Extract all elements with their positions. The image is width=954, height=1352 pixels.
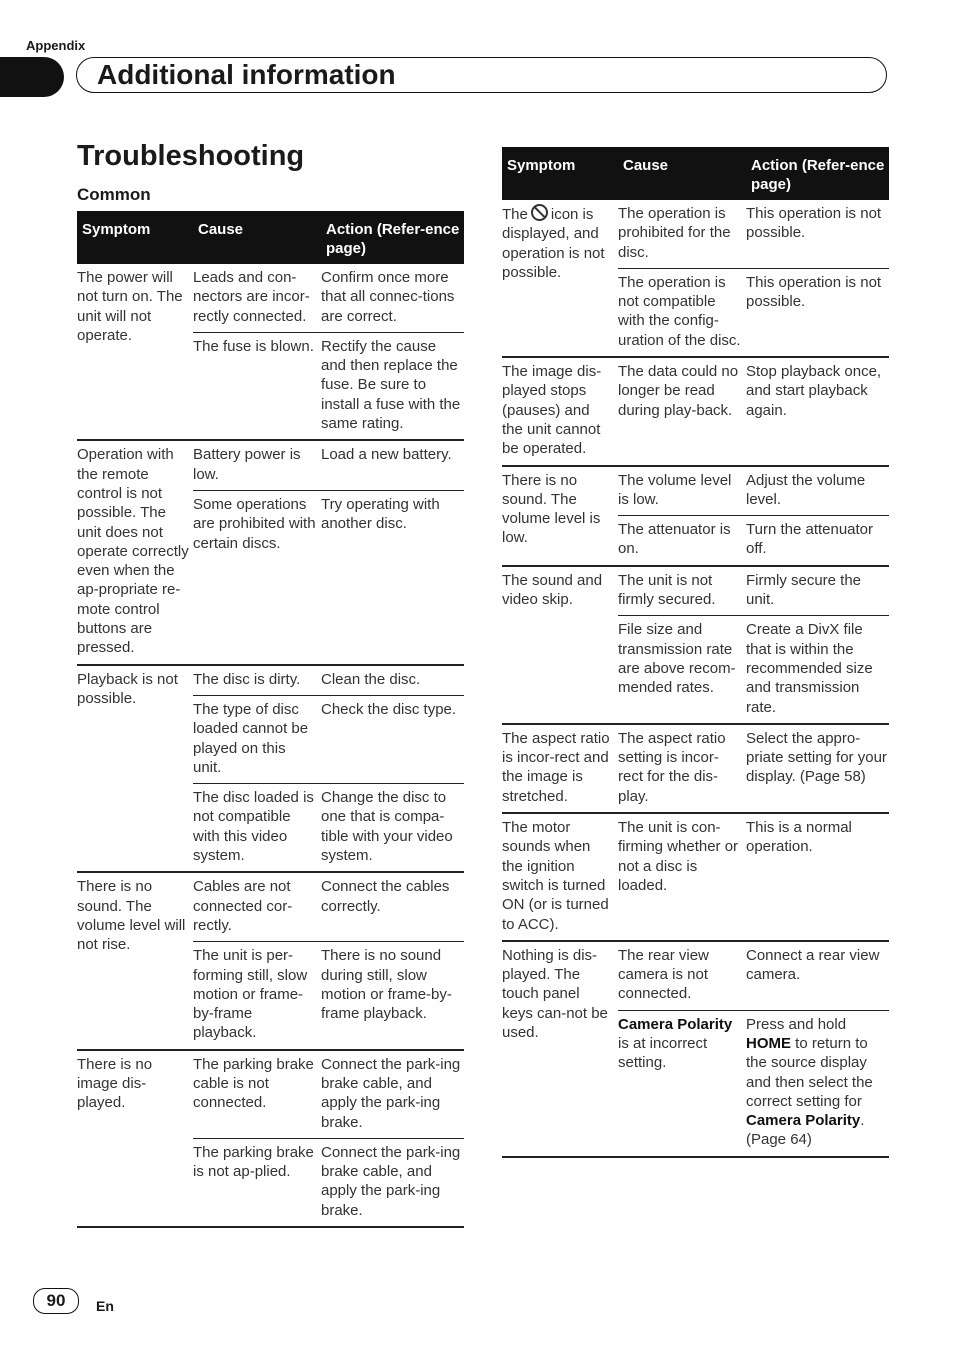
cause-cell xyxy=(618,1015,746,1150)
symptom-cell: The image dis-played stops (pauses) and the unit cannot be operated. xyxy=(502,363,602,458)
cause-cell: The fuse is blown. xyxy=(193,337,314,355)
symptom-cell: The sound and video skip. xyxy=(502,571,603,609)
cause-row xyxy=(193,491,464,559)
cause-text: is at incorrect setting. xyxy=(618,1034,708,1072)
section-heading: Common xyxy=(77,185,151,204)
page-reference: (Page 64) xyxy=(746,1131,812,1149)
symptom-cell: There is no image dis-played. xyxy=(77,1055,153,1112)
cause-cell: The volume level is low. xyxy=(618,471,732,508)
table-header xyxy=(502,147,889,200)
cause-cell: The disc is dirty. xyxy=(193,670,301,688)
table-header xyxy=(77,211,464,264)
cause-row xyxy=(618,814,889,901)
cause-row xyxy=(618,467,889,517)
cause-row xyxy=(618,358,889,426)
cause-row xyxy=(618,1011,889,1156)
action-cell: This is a normal operation. xyxy=(746,819,852,856)
cause-cell: Cables are not connected cor-rectly. xyxy=(193,878,293,934)
table-row xyxy=(502,567,889,725)
setting-name: Camera Polarity xyxy=(618,1015,733,1033)
header-cause: Cause xyxy=(623,157,669,174)
appendix-label: Appendix xyxy=(26,38,86,53)
cause-row xyxy=(193,942,464,1048)
action-cell: Firmly secure the unit. xyxy=(746,571,862,609)
action-cell: Check the disc type. xyxy=(321,700,457,718)
action-cell: This operation is not possible. xyxy=(746,205,882,242)
cause-cell: Leads and con-nectors are incor-rectly connected. xyxy=(193,269,310,325)
symptom-cell xyxy=(502,200,618,356)
cause-cell: The operation is not compatible with the config-uration of the disc. xyxy=(618,273,741,349)
action-cell: Connect the park-ing brake cable, and apply the park-ing brake. xyxy=(321,1143,461,1219)
key-name: HOME xyxy=(746,1034,791,1052)
table-row xyxy=(502,200,889,358)
prohibited-icon xyxy=(531,204,548,221)
symptom-cell: The power will not turn on. The unit will not operate. xyxy=(77,269,183,344)
header-cause: Cause xyxy=(198,221,244,238)
action-cell: Stop playback once, and start playback again. xyxy=(746,363,882,419)
action-cell xyxy=(746,1015,889,1150)
banner-title: Additional information xyxy=(97,59,396,90)
table-row xyxy=(77,873,464,1050)
action-text: Press and hold xyxy=(746,1015,847,1033)
cause-cell: The disc loaded is not compatible with this video system. xyxy=(193,789,314,865)
section-banner xyxy=(76,57,887,93)
action-cell: There is no sound during still, slow motion or frame-by-frame playback. xyxy=(321,947,452,1023)
cause-row xyxy=(193,873,464,942)
page-title: Troubleshooting xyxy=(77,140,305,172)
action-text: . xyxy=(860,1112,865,1130)
cause-row xyxy=(618,616,889,722)
cause-cell: The data could no longer be read during play-back. xyxy=(618,363,739,419)
table-row xyxy=(502,358,889,466)
action-cell: Select the appro-priate setting for your display. (Page 58) xyxy=(746,729,887,786)
action-cell: Adjust the volume level. xyxy=(746,471,866,508)
table-row xyxy=(502,467,889,567)
cause-cell: Some operations are prohibited with certain discs. xyxy=(193,495,316,552)
cause-cell: The rear view camera is not connected. xyxy=(618,946,709,1003)
symptom-text: The xyxy=(502,206,528,223)
cause-row xyxy=(193,264,464,333)
section-tab-marker xyxy=(0,57,64,97)
action-cell: Connect the cables correctly. xyxy=(321,878,450,915)
table-row xyxy=(77,1051,464,1228)
page-number: 90 xyxy=(33,1288,79,1314)
cause-cell: Battery power is low. xyxy=(193,446,301,483)
cause-row xyxy=(193,1139,464,1226)
cause-cell: The parking brake cable is not connected. xyxy=(193,1055,314,1112)
cause-row xyxy=(193,696,464,784)
action-text: to return to the source display and then select the correct setting for xyxy=(746,1034,873,1110)
table-row xyxy=(502,814,889,942)
cause-cell: File size and transmission rate are above recom-mended rates. xyxy=(618,621,736,697)
cause-cell: The operation is prohibited for the disc. xyxy=(618,205,731,261)
setting-name: Camera Polarity xyxy=(746,1112,861,1130)
symptom-cell: There is no sound. The volume level will not rise. xyxy=(77,878,186,954)
cause-row xyxy=(193,333,464,439)
action-cell: Rectify the cause and then replace the fuse. Be sure to install a fuse with the same rating. xyxy=(321,337,461,433)
cause-cell: The unit is not firmly secured. xyxy=(618,571,716,609)
troubleshooting-table-left xyxy=(77,211,464,1228)
symptom-cell: Operation with the remote control is not possible. The unit does not operate correctly even when the ap-propriate re-mote control buttons are pressed. xyxy=(77,446,189,657)
cause-row xyxy=(193,666,464,696)
header-symptom: Symptom xyxy=(507,157,576,174)
symptom-cell: The aspect ratio is incor-rect and the image is stretched. xyxy=(502,729,610,805)
action-cell: Connect a rear view camera. xyxy=(746,946,880,984)
table-row xyxy=(502,942,889,1158)
cause-cell: The type of disc loaded cannot be played on this unit. xyxy=(193,700,309,776)
action-cell: Connect the park-ing brake cable, and apply the park-ing brake. xyxy=(321,1055,461,1131)
cause-cell: The parking brake is not ap-plied. xyxy=(193,1143,314,1181)
header-symptom: Symptom xyxy=(82,221,151,238)
cause-cell: The attenuator is on. xyxy=(618,521,731,558)
table-row xyxy=(77,264,464,441)
cause-cell: The unit is per-forming still, slow motion or frame-by-frame playback. xyxy=(193,947,308,1042)
symptom-text: icon is displayed, and operation is not possible. xyxy=(502,206,605,281)
table-row xyxy=(77,666,464,874)
action-cell: Load a new battery. xyxy=(321,446,452,464)
cause-row xyxy=(618,516,889,565)
action-cell: Confirm once more that all connec-tions are correct. xyxy=(321,269,455,325)
header-action: Action (Refer-ence page) xyxy=(326,221,460,257)
action-cell: Try operating with another disc. xyxy=(321,495,440,533)
action-cell: Change the disc to one that is compa-tible with your video system. xyxy=(321,789,453,865)
cause-row xyxy=(618,269,889,356)
table-row xyxy=(502,725,889,814)
header-action: Action (Refer-ence page) xyxy=(751,157,885,193)
cause-row xyxy=(618,567,889,617)
cause-row xyxy=(618,942,889,1011)
cause-row xyxy=(193,441,464,491)
cause-cell: The aspect ratio setting is incor-rect for the dis-play. xyxy=(618,729,726,805)
cause-row xyxy=(618,200,889,269)
table-row xyxy=(77,441,464,665)
cause-cell: The unit is con-firming whether or not a disc is loaded. xyxy=(618,819,739,894)
symptom-cell: There is no sound. The volume level is low. xyxy=(502,471,601,547)
language-label: En xyxy=(96,1298,114,1314)
symptom-cell: Nothing is dis-played. The touch panel keys can-not be used. xyxy=(502,946,608,1041)
symptom-cell: The motor sounds when the ignition switch is turned ON (or is turned to ACC). xyxy=(502,819,609,933)
cause-row xyxy=(618,725,889,812)
cause-row xyxy=(193,1051,464,1139)
action-cell: Clean the disc. xyxy=(321,670,421,688)
action-cell: Create a DivX file that is within the recommended size and transmission rate. xyxy=(746,621,873,716)
action-cell: Turn the attenuator off. xyxy=(746,521,874,558)
cause-row xyxy=(193,784,464,871)
symptom-cell: Playback is not possible. xyxy=(77,670,178,707)
troubleshooting-table-right xyxy=(502,147,889,1158)
action-cell: This operation is not possible. xyxy=(746,273,882,311)
